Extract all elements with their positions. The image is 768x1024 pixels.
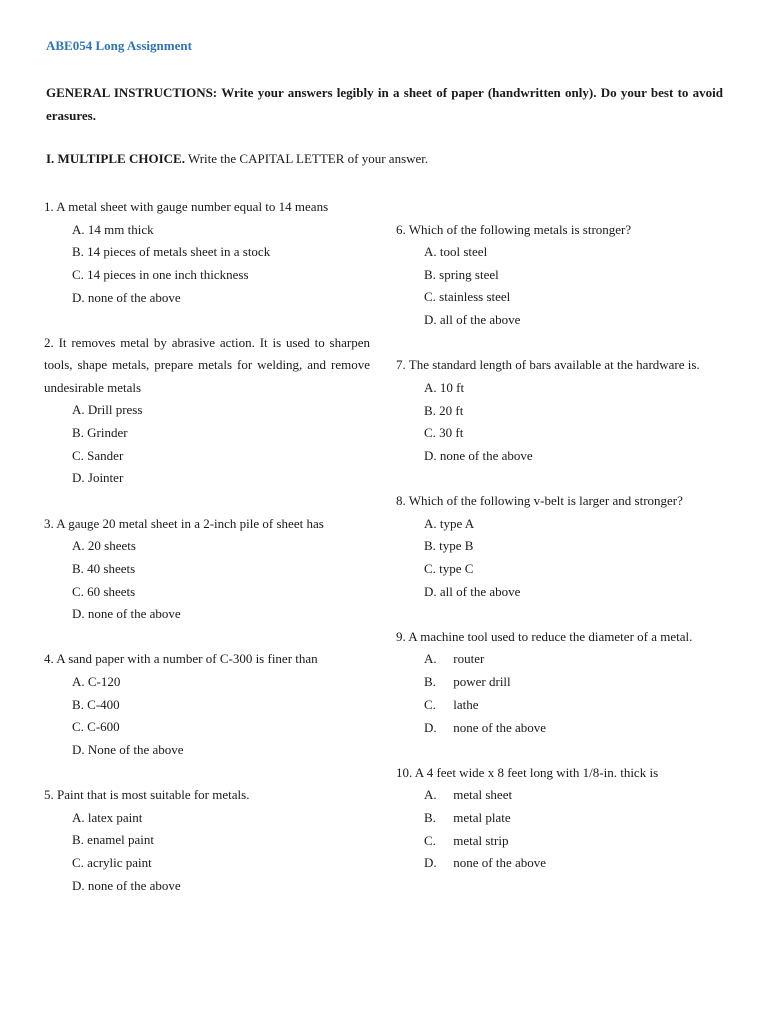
- option-text: C-120: [87, 673, 121, 689]
- answer-option: [44, 603, 370, 626]
- option-list: [44, 399, 370, 490]
- option-letter: C.: [72, 719, 84, 735]
- option-letter: B.: [72, 832, 84, 848]
- option-letter: A.: [72, 538, 85, 554]
- answer-option: [44, 467, 370, 490]
- answer-option: [44, 581, 370, 604]
- option-text: enamel paint: [87, 832, 154, 848]
- option-letter: C.: [424, 832, 436, 848]
- option-letter: B.: [424, 538, 436, 554]
- answer-option: [396, 717, 722, 740]
- option-text: all of the above: [439, 312, 521, 328]
- answer-option: [44, 399, 370, 422]
- option-letter: A.: [72, 809, 85, 825]
- option-letter: B.: [72, 560, 84, 576]
- answer-option: [396, 400, 722, 423]
- option-text: none of the above: [87, 606, 181, 622]
- answer-option: [44, 558, 370, 581]
- answer-option: [44, 875, 370, 898]
- answer-option: [396, 694, 722, 717]
- option-letter: B.: [72, 425, 84, 441]
- option-letter: C.: [72, 266, 84, 282]
- option-letter: B.: [72, 696, 84, 712]
- option-text: C-400: [87, 696, 120, 712]
- option-letter: A.: [72, 221, 85, 237]
- section-label: I. MULTIPLE CHOICE.: [46, 151, 185, 166]
- question-stem: 5. Paint that is most suitable for metals.: [44, 787, 250, 803]
- question-stem: 2. It removes metal by abrasive action. It is used to sharpen tools, shape metals, prepare metals for welding, and remove undesirable metals: [44, 334, 370, 395]
- question-item: [396, 219, 722, 332]
- option-text: None of the above: [87, 742, 184, 758]
- question-stem: 3. A gauge 20 metal sheet in a 2-inch pile of sheet has: [44, 515, 324, 531]
- option-text: all of the above: [439, 583, 521, 599]
- option-letter: D.: [424, 447, 437, 463]
- answer-option: [396, 445, 722, 468]
- question-stem: 7. The standard length of bars available at the hardware is.: [396, 357, 700, 373]
- option-letter: D.: [72, 877, 85, 893]
- answer-option: [396, 852, 722, 875]
- option-text: Sander: [87, 447, 124, 463]
- option-text: 30 ft: [439, 425, 464, 441]
- option-letter: C.: [424, 696, 436, 712]
- option-list: [396, 513, 722, 604]
- option-text: metal sheet: [453, 787, 513, 803]
- question-stem: 10. A 4 feet wide x 8 feet long with 1/8-in. thick is: [396, 764, 659, 780]
- option-letter: D.: [424, 583, 437, 599]
- option-letter: A.: [424, 651, 437, 667]
- option-letter: D.: [424, 719, 437, 735]
- option-letter: D.: [424, 855, 437, 871]
- answer-option: [44, 219, 370, 242]
- option-text: metal plate: [453, 809, 511, 825]
- option-text: none of the above: [87, 877, 181, 893]
- question-stem: 6. Which of the following metals is stronger?: [396, 221, 632, 237]
- option-letter: C.: [72, 855, 84, 871]
- option-letter: C.: [424, 425, 436, 441]
- option-list: [44, 535, 370, 626]
- question-item: [396, 354, 722, 467]
- option-list: [396, 377, 722, 468]
- option-letter: D.: [424, 312, 437, 328]
- question-item: [44, 513, 370, 626]
- option-text: type C: [439, 561, 474, 577]
- option-list: [44, 671, 370, 762]
- option-letter: D.: [72, 742, 85, 758]
- question-item: [44, 332, 370, 490]
- option-letter: A.: [424, 515, 437, 531]
- option-text: none of the above: [453, 719, 547, 735]
- answer-option: [44, 694, 370, 717]
- answer-option: [44, 264, 370, 287]
- question-stem: 4. A sand paper with a number of C-300 is finer than: [44, 651, 318, 667]
- answer-option: [396, 422, 722, 445]
- right-question-column: [396, 196, 722, 898]
- option-letter: C.: [424, 561, 436, 577]
- option-text: 14 pieces in one inch thickness: [87, 266, 249, 282]
- answer-option: [44, 671, 370, 694]
- option-list: [44, 219, 370, 310]
- option-text: none of the above: [439, 447, 533, 463]
- question-item: [44, 784, 370, 897]
- answer-option: [44, 422, 370, 445]
- option-list: [44, 807, 370, 898]
- answer-option: [44, 852, 370, 875]
- section-text: Write the CAPITAL LETTER of your answer.: [187, 151, 429, 166]
- option-text: 20 sheets: [87, 538, 136, 554]
- option-text: 14 mm thick: [87, 221, 154, 237]
- option-text: tool steel: [439, 244, 488, 259]
- option-letter: D.: [72, 470, 85, 486]
- question-item: [44, 648, 370, 761]
- option-text: metal strip: [453, 832, 509, 848]
- question-item: [396, 626, 722, 739]
- option-text: power drill: [453, 674, 511, 690]
- option-list: [396, 241, 722, 332]
- option-text: type A: [439, 515, 475, 531]
- option-text: 14 pieces of metals sheet in a stock: [87, 244, 271, 260]
- option-letter: B.: [424, 809, 436, 825]
- question-stem: 9. A machine tool used to reduce the diameter of a metal.: [396, 628, 693, 644]
- option-letter: A.: [72, 402, 85, 418]
- answer-option: [396, 807, 722, 830]
- option-text: C-600: [87, 719, 120, 735]
- answer-option: [44, 287, 370, 310]
- option-text: Drill press: [87, 402, 143, 418]
- answer-option: [44, 535, 370, 558]
- option-letter: A.: [72, 673, 85, 689]
- option-text: Grinder: [87, 425, 128, 441]
- option-list: [396, 648, 722, 739]
- question-item: [396, 490, 722, 603]
- answer-option: [396, 784, 722, 807]
- option-letter: A.: [424, 244, 437, 259]
- answer-option: [44, 739, 370, 762]
- instructions-label: GENERAL INSTRUCTIONS:: [46, 85, 218, 100]
- answer-option: [396, 581, 722, 604]
- option-text: stainless steel: [439, 289, 511, 305]
- option-letter: A.: [424, 379, 437, 395]
- column-spacer: [396, 196, 722, 219]
- option-letter: C.: [72, 583, 84, 599]
- answer-option: [396, 241, 722, 264]
- section-heading: [46, 151, 428, 167]
- option-text: lathe: [453, 696, 479, 712]
- answer-option: [396, 513, 722, 536]
- option-text: router: [453, 651, 485, 667]
- question-item: [44, 196, 370, 309]
- option-text: latex paint: [87, 809, 143, 825]
- option-text: acrylic paint: [87, 855, 152, 871]
- option-text: Jointer: [87, 470, 124, 486]
- option-letter: C.: [72, 447, 84, 463]
- option-text: 40 sheets: [87, 560, 136, 576]
- answer-option: [396, 558, 722, 581]
- document-title: ABE054 Long Assignment: [46, 38, 192, 53]
- option-text: 10 ft: [439, 379, 465, 395]
- option-text: 20 ft: [439, 402, 464, 418]
- answer-option: [396, 264, 722, 287]
- answer-option: [44, 241, 370, 264]
- answer-option: [44, 445, 370, 468]
- answer-option: [396, 671, 722, 694]
- option-list: [396, 784, 722, 875]
- question-stem: 1. A metal sheet with gauge number equal to 14 means: [44, 199, 329, 214]
- answer-option: [396, 535, 722, 558]
- question-item: [396, 762, 722, 875]
- option-letter: B.: [424, 402, 436, 418]
- answer-option: [396, 377, 722, 400]
- answer-option: [44, 716, 370, 739]
- answer-option: [44, 807, 370, 830]
- option-letter: D.: [72, 606, 85, 622]
- option-text: none of the above: [87, 289, 181, 305]
- answer-option: [396, 830, 722, 853]
- option-letter: B.: [424, 266, 436, 282]
- left-question-column: [44, 196, 370, 920]
- option-letter: C.: [424, 289, 436, 305]
- option-letter: D.: [72, 289, 85, 305]
- option-text: spring steel: [439, 266, 499, 282]
- question-stem: 8. Which of the following v-belt is larger and stronger?: [396, 493, 683, 509]
- option-text: none of the above: [453, 855, 547, 871]
- answer-option: [396, 648, 722, 671]
- answer-option: [44, 829, 370, 852]
- option-letter: B.: [72, 244, 84, 260]
- general-instructions: [46, 82, 723, 127]
- answer-option: [396, 286, 722, 309]
- option-text: 60 sheets: [87, 583, 136, 599]
- instructions-text: Write your answers legibly in a sheet of paper (handwritten only). Do your best to avoid erasures.: [46, 85, 724, 123]
- option-letter: B.: [424, 674, 436, 690]
- option-text: type B: [439, 538, 474, 554]
- answer-option: [396, 309, 722, 332]
- option-letter: A.: [424, 787, 437, 803]
